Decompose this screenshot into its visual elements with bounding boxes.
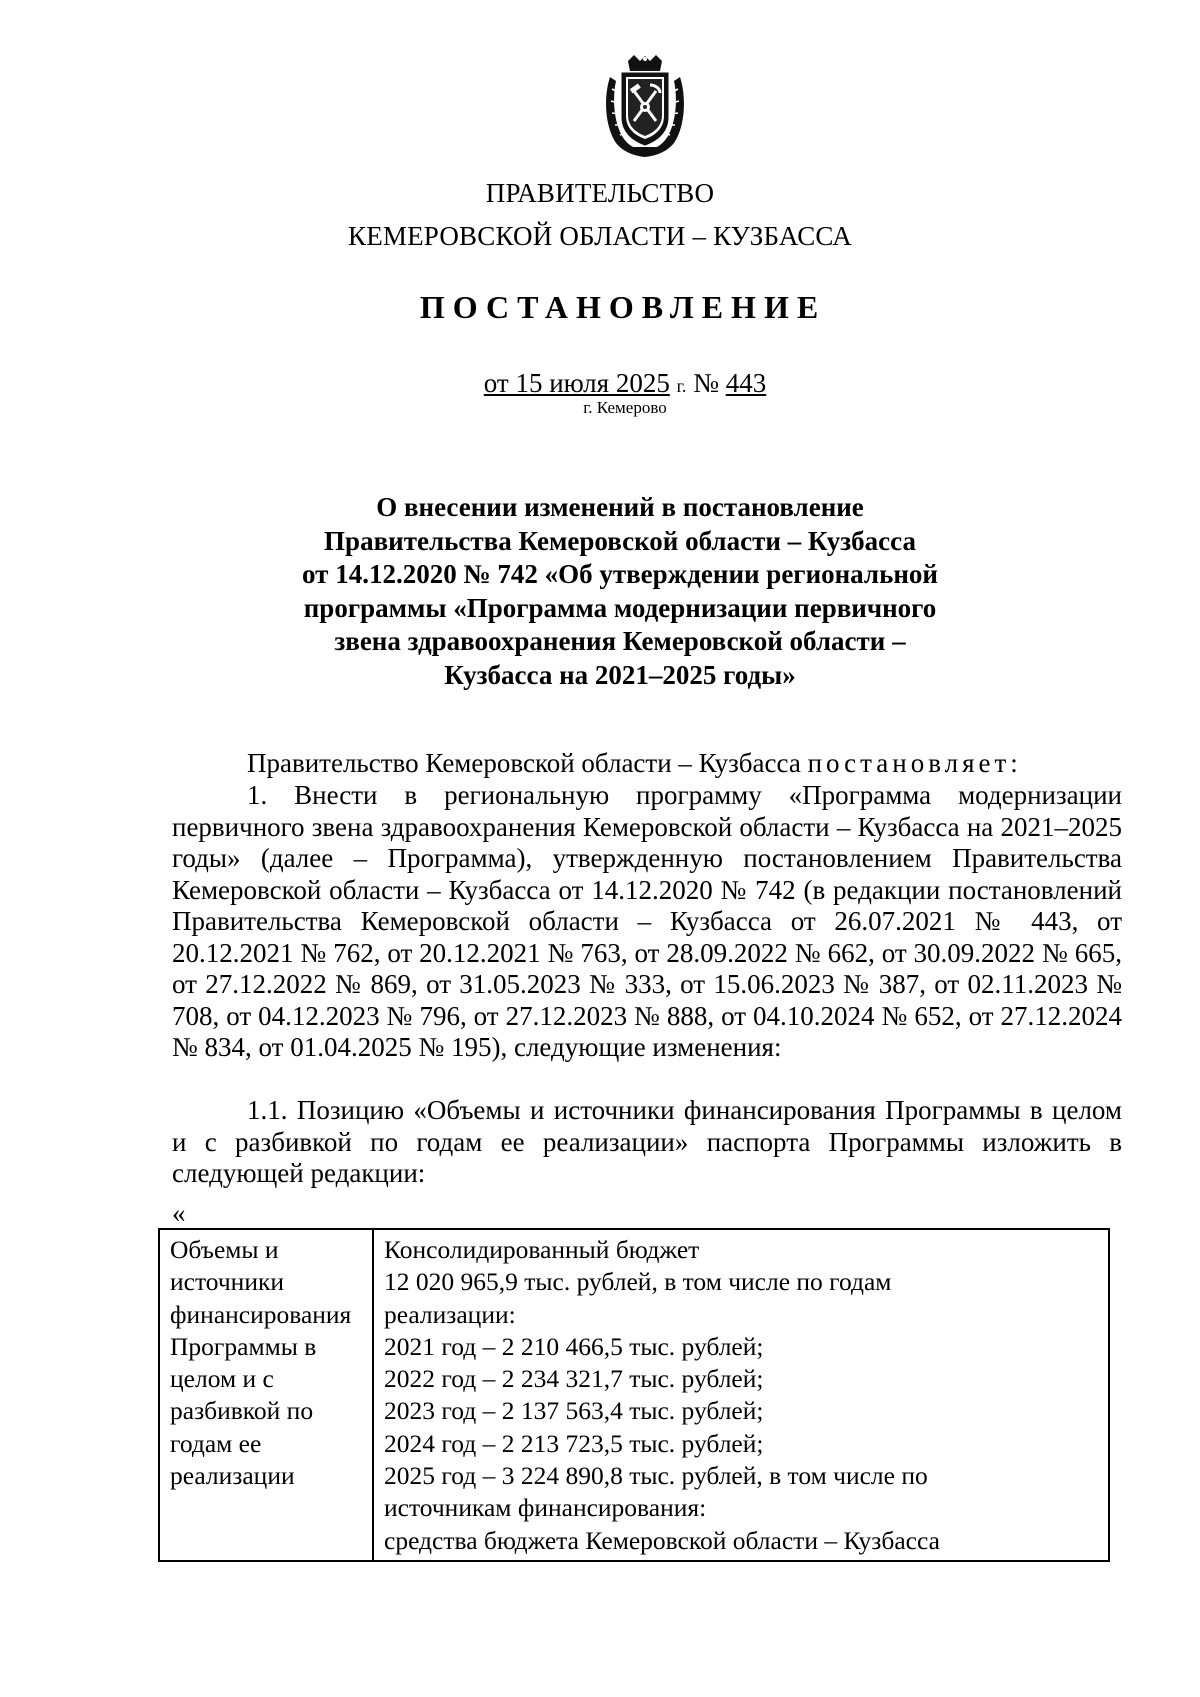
intro-subject: Правительство Кемеровской области – Кузбасса xyxy=(247,748,801,778)
value-line: 2022 год – 2 234 321,7 тыс. рублей; xyxy=(384,1364,764,1394)
intro-verb: постановляет: xyxy=(807,748,1022,778)
value-line: реализации: xyxy=(384,1299,516,1329)
label-line: финансирования xyxy=(170,1299,352,1329)
decree-year-suffix: г. xyxy=(676,376,687,396)
value-line: 2023 год – 2 137 563,4 тыс. рублей; xyxy=(384,1396,764,1426)
value-line: источникам финансирования: xyxy=(384,1493,707,1523)
label-line: Программы в xyxy=(170,1331,317,1361)
heading-line: О внесении изменений в постановление xyxy=(376,492,864,522)
value-line: 2024 год – 2 213 723,5 тыс. рублей; xyxy=(384,1428,764,1458)
document-type-title: ПОСТАНОВЛЕНИЕ xyxy=(419,289,827,325)
label-line: разбивкой по xyxy=(170,1396,314,1426)
government-name-line-2: КЕМЕРОВСКОЙ ОБЛАСТИ – КУЗБАССА xyxy=(348,221,852,251)
label-line: реализации xyxy=(170,1461,295,1491)
value-line: 12 020 965,9 тыс. рублей, в том числе по годам xyxy=(384,1267,892,1297)
label-line: целом и с xyxy=(170,1364,274,1394)
heading-line: Правительства Кемеровской области – Кузбасса xyxy=(324,525,916,556)
heading-line: от 14.12.2020 № 742 «Об утверждении региональной xyxy=(302,559,938,590)
heading-line: программы «Программа модернизации первичного xyxy=(303,592,937,623)
kuzbass-coat-of-arms-icon xyxy=(602,55,688,158)
value-line: 2025 год – 3 224 890,8 тыс. рублей, в том числе по xyxy=(384,1461,928,1491)
value-line: Консолидированный бюджет xyxy=(384,1235,700,1264)
paragraph-1-1: 1.1. Позицию «Объемы и источники финансирования Программы в целом и с разбивкой по годам ее реализации» паспорта Программы изложить в следующей редакции: xyxy=(172,1095,1122,1188)
heading-line: Кузбасса на 2021–2025 годы» xyxy=(444,659,796,690)
label-line: Объемы и xyxy=(170,1235,279,1264)
intro-paragraph xyxy=(172,748,1122,780)
value-line: 2021 год – 2 210 466,5 тыс. рублей; xyxy=(384,1331,764,1361)
number-sign: № xyxy=(693,368,719,398)
label-line: годам ее xyxy=(170,1428,262,1458)
value-line: средства бюджета Кемеровской области – Кузбасса xyxy=(384,1525,940,1555)
label-line: источники xyxy=(170,1267,285,1297)
government-name-line-1: ПРАВИТЕЛЬСТВО xyxy=(485,178,715,208)
passport-value-cell xyxy=(373,1229,1109,1561)
decree-city: г. Кемерово xyxy=(583,398,667,417)
passport-table xyxy=(158,1228,1110,1562)
table-row xyxy=(159,1229,1109,1561)
heading-line: звена здравоохранения Кемеровской области – xyxy=(334,626,906,657)
decree-heading xyxy=(250,491,990,693)
passport-label-cell xyxy=(159,1229,373,1561)
opening-quote: « xyxy=(172,1198,186,1228)
decree-date-number xyxy=(0,368,1200,399)
decree-number: 443 xyxy=(725,368,767,398)
paragraph-1: 1. Внести в региональную программу «Программа модернизации первичного звена здравоохранения Кемеровской области – Кузбасса на 2021–2025 годы» (далее – Программа), утвержденную постановлением Правительства Кемеровской области – Кузбасса от 14.12.2020 № 742 (в редакции постановлений Правительства Кемеровской области – Кузбасса от 26.07.2021 № 443, от 20.12.2021 № 762, от 20.12.2021 № 763, от 28.09.2022 № 662, от 30.09.2022 № 665, от 27.12.2022 № 869, от 31.05.2023 № 333, от 15.06.2023 № 387, от 02.11.2023 № 708, от 04.12.2023 № 796, от 27.12.2023 № 888, от 04.10.2024 № 652, от 27.12.2024 № 834, от 01.04.2025 № 195), следующие изменения: xyxy=(172,780,1122,1062)
decree-date: от 15 июля 2025 xyxy=(483,368,670,398)
